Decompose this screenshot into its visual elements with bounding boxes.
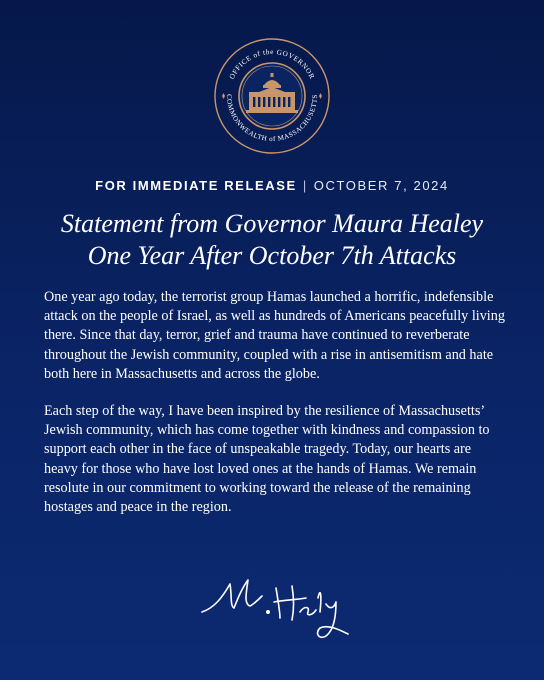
release-separator: |	[302, 178, 308, 193]
title-line-2: One Year After October 7th Attacks	[87, 241, 457, 270]
release-date: OCTOBER 7, 2024	[313, 178, 449, 193]
state-house-icon	[213, 37, 331, 155]
seal-bottom-text: COMMONWEALTH of MASSACHUSETTS	[224, 94, 320, 144]
governor-seal	[213, 37, 331, 155]
seal-top-text: OFFICE of the GOVERNOR	[227, 47, 317, 81]
handwritten-signature-icon	[196, 568, 356, 648]
release-label: FOR IMMEDIATE RELEASE	[95, 178, 297, 193]
statement-paragraph-1: One year ago today, the terrorist group Hamas launched a horrific, indefensible attack on the people of Israel, as well as hundreds of Americans peacefully living there. Since that day, terror, grief and trauma have continued to reverberate throughout the Jewish community, coupled with a rise in antisemitism and hate both here in Massachusetts and across the globe.	[44, 289, 505, 382]
title-line-1: Statement from Governor Maura Healey	[60, 209, 484, 238]
statement-paragraph-2: Each step of the way, I have been inspired by the resilience of Massachusetts’ Jewish community, which has come together with kindness and compassion to support each other in the face of unspeakable tragedy. Today, our hearts are heavy for those who have lost loved ones at the hands of Hamas. We remain resolute in our commitment to working toward the release of the remaining hostages and peace in the region.	[44, 403, 490, 516]
release-header	[0, 178, 544, 193]
page-title	[0, 208, 544, 272]
statement-body	[44, 288, 508, 535]
